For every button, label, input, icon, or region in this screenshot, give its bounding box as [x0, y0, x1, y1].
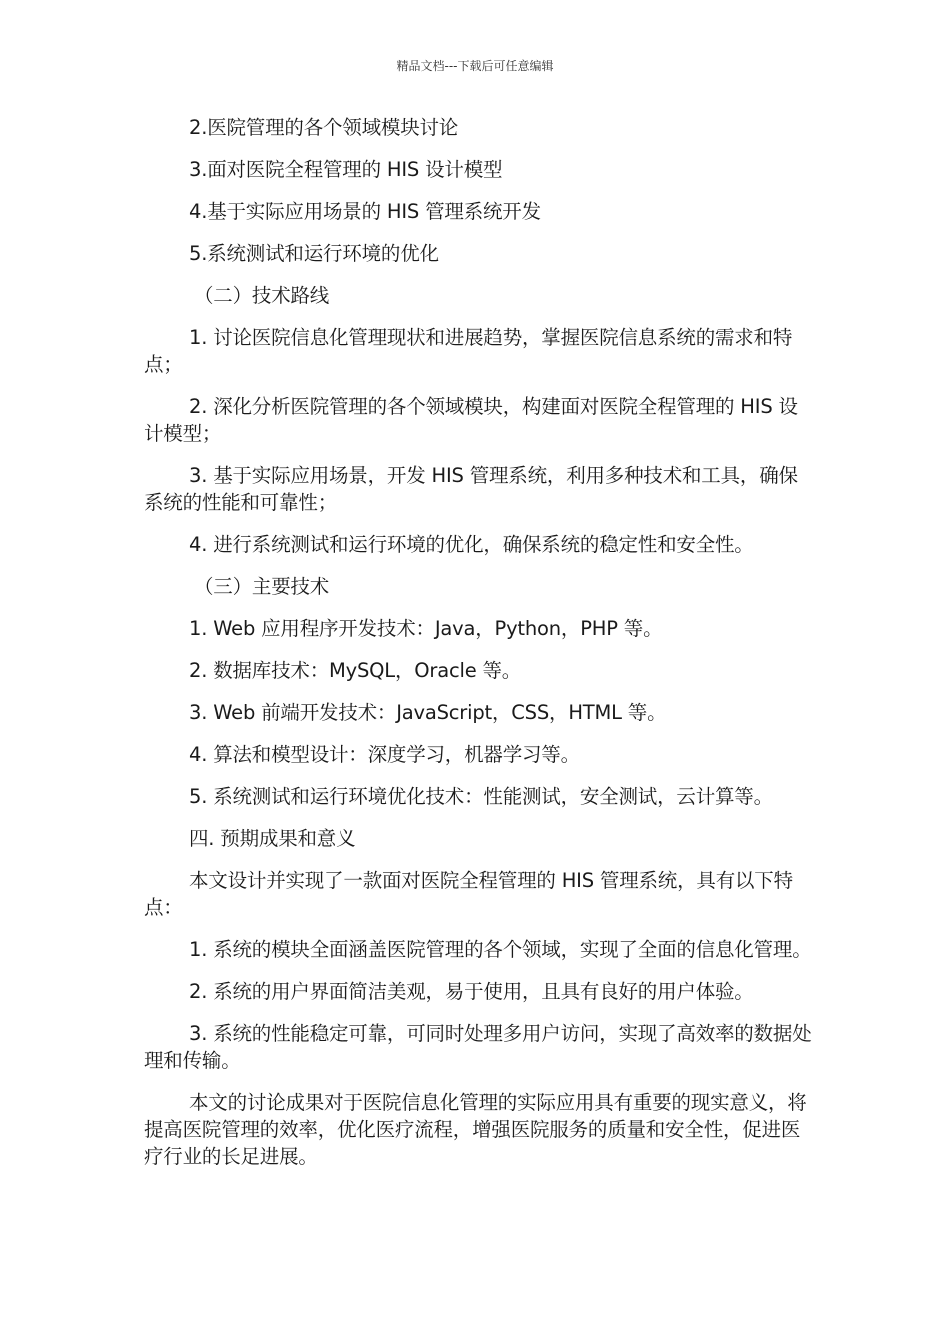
document-body [144, 114, 814, 1185]
paragraph: 1. Web 应用程序开发技术：Java，Python，PHP 等。 [189, 617, 663, 640]
paragraph: 3. 系统的性能稳定可靠，可同时处理多用户访问，实现了高效率的数据处理和传输。 [144, 1022, 812, 1072]
paragraph: 3. 基于实际应用场景，开发 HIS 管理系统，利用多种技术和工具，确保系统的性能和可靠性； [144, 464, 798, 514]
paragraph: 4. 进行系统测试和运行环境的优化，确保系统的稳定性和安全性。 [189, 533, 754, 556]
section-heading: （二）技术路线 [194, 284, 330, 307]
paragraph: 3. Web 前端开发技术：JavaScript，CSS，HTML 等。 [189, 701, 667, 724]
paragraph: 2. 数据库技术：MySQL，Oracle 等。 [189, 659, 522, 682]
section-heading: 四. 预期成果和意义 [189, 827, 356, 850]
paragraph: 1. 讨论医院信息化管理现状和进展趋势，掌握医院信息系统的需求和特点； [144, 326, 793, 376]
paragraph: 2.医院管理的各个领域模块讨论 [189, 116, 459, 139]
paragraph: 2. 系统的用户界面简洁美观，易于使用，且具有良好的用户体验。 [189, 980, 754, 1003]
paragraph: 5. 系统测试和运行环境优化技术：性能测试，安全测试，云计算等。 [189, 785, 773, 808]
paragraph: 4.基于实际应用场景的 HIS 管理系统开发 [189, 200, 541, 223]
paragraph: 1. 系统的模块全面涵盖医院管理的各个领域，实现了全面的信息化管理。 [189, 938, 812, 961]
paragraph: 4. 算法和模型设计：深度学习，机器学习等。 [189, 743, 580, 766]
paragraph: 2. 深化分析医院管理的各个领域模块，构建面对医院全程管理的 HIS 设计模型； [144, 395, 798, 445]
paragraph: 3.面对医院全程管理的 HIS 设计模型 [189, 158, 503, 181]
paragraph: 5.系统测试和运行环境的优化 [189, 242, 439, 265]
paragraph: 本文的讨论成果对于医院信息化管理的实际应用具有重要的现实意义，将提高医院管理的效率，优化医疗流程，增强医院服务的质量和安全性，促进医疗行业的长足进展。 [144, 1091, 807, 1168]
page-header: 精品文档---下载后可任意编辑 [396, 59, 554, 73]
section-heading: （三）主要技术 [194, 575, 330, 598]
paragraph: 本文设计并实现了一款面对医院全程管理的 HIS 管理系统，具有以下特点： [144, 869, 793, 919]
